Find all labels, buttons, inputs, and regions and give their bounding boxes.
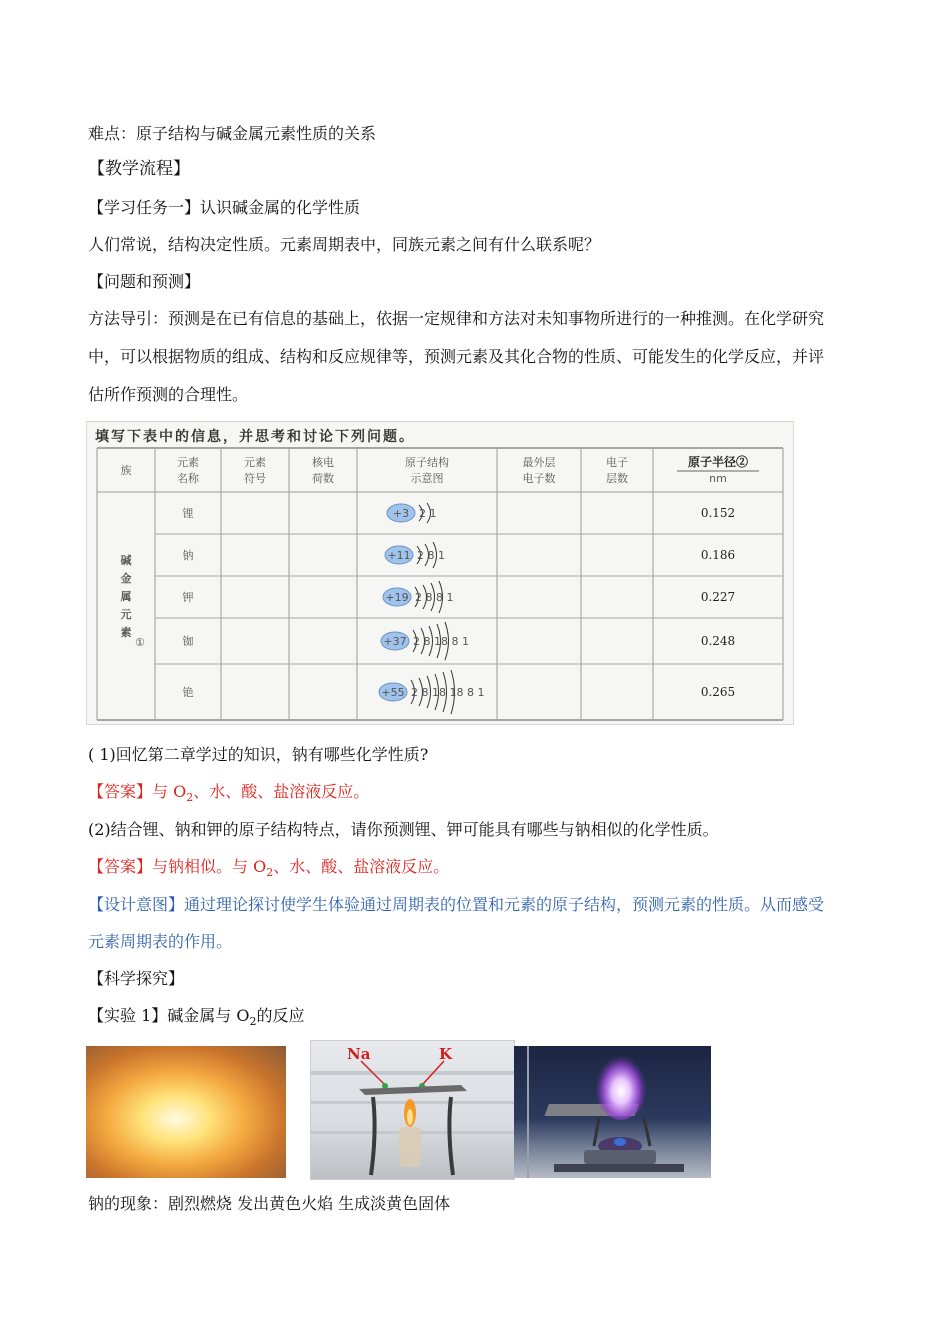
group-label-char: 元	[120, 608, 132, 621]
table-header-cell: 核电	[312, 456, 334, 469]
table-header-cell: 符号	[244, 472, 266, 485]
label-na: Na	[347, 1045, 371, 1063]
shell-electrons: 2 1	[419, 507, 437, 520]
answer-1-post: 、水、酸、盐溶液反应。	[193, 782, 370, 801]
table-header-cell: 最外层	[522, 456, 556, 469]
atomic-radius: 0.227	[700, 590, 736, 604]
group-label-char: 属	[120, 590, 132, 603]
table-header-cell: 原子结构	[405, 456, 449, 469]
atomic-radius: 0.152	[700, 506, 736, 520]
answer-2-pre: 与钠相似。与 O	[152, 857, 267, 876]
table-caption: 填写下表中的信息，并思考和讨论下列问题。	[95, 429, 415, 445]
nucleus-charge: +11	[387, 549, 411, 562]
element-name: 钾	[182, 591, 194, 604]
shell-electrons: 2 8 8 1	[415, 591, 454, 604]
nucleus-charge: +55	[381, 686, 405, 699]
answer-2-sub: 2	[266, 866, 274, 879]
group-label-char: 金	[120, 572, 132, 585]
method-line-3: 估所作预测的合理性。	[88, 385, 249, 404]
nucleus-charge: +19	[385, 591, 409, 604]
task1-heading: 【学习任务一】认识碱金属的化学性质	[88, 198, 361, 217]
atomic-radius: 0.248	[700, 634, 736, 648]
table-header-cell: 电子数	[522, 472, 556, 485]
sodium-burning-photo	[86, 1046, 286, 1178]
table-header-cell: 电子	[606, 456, 628, 469]
group-label-char: 碱	[120, 554, 132, 567]
answer-2-tag: 【答案】	[88, 857, 153, 876]
alkali-metal-table	[86, 421, 794, 725]
atomic-radius: 0.186	[700, 548, 736, 562]
table-header-cell: 元素	[244, 456, 266, 469]
shell-electrons: 2 8 18 18 8 1	[411, 686, 485, 699]
experiment-1-heading	[88, 1006, 305, 1026]
exp1-pre: 【实验 1】碱金属与 O	[88, 1006, 250, 1025]
science-heading: 【科学探究】	[88, 969, 185, 988]
group-label-sup: ①	[135, 636, 145, 649]
question-predict-heading: 【问题和预测】	[88, 272, 201, 291]
table-header-cell: 族	[120, 464, 132, 477]
potassium-burning-photo	[514, 1046, 711, 1178]
table-header-cell: 示意图	[410, 472, 444, 485]
table-header-cell: nm	[709, 472, 727, 485]
table-header-cell: 名称	[177, 472, 199, 485]
table-header-cell: 荷数	[312, 472, 334, 485]
exp1-post: 的反应	[256, 1006, 305, 1025]
group-label-char: 素	[120, 626, 132, 639]
method-line-2: 中，可以根据物质的组成、结构和反应规律等，预测元素及其化合物的性质、可能发生的化学反应，并评	[88, 347, 825, 366]
answer-1	[88, 782, 369, 802]
sodium-phenomenon: 钠的现象：剧烈燃烧 发出黄色火焰 生成淡黄色固体	[88, 1194, 451, 1213]
design-intent-line-2: 元素周期表的作用。	[88, 932, 233, 951]
difficulty-line: 难点：原子结构与碱金属元素性质的关系	[88, 124, 377, 143]
table-header-cell: 层数	[606, 472, 628, 485]
element-name: 铷	[182, 635, 194, 648]
intro-line: 人们常说，结构决定性质。元素周期表中，同族元素之间有什么联系呢？	[88, 235, 601, 254]
answer-1-tag: 【答案】	[88, 782, 153, 801]
shell-electrons: 2 8 18 8 1	[413, 635, 469, 648]
element-name: 钠	[182, 549, 194, 562]
method-line-1: 方法导引：预测是在已有信息的基础上，依据一定规律和方法对未知事物所进行的一种推测。在化学研究	[88, 309, 825, 328]
table-header-cell: 元素	[177, 456, 199, 469]
element-name: 铯	[182, 686, 194, 699]
shell-electrons: 2 8 1	[417, 549, 445, 562]
atomic-radius: 0.265	[700, 685, 736, 699]
question-1: ( 1)回忆第二章学过的知识，钠有哪些化学性质?	[88, 745, 429, 764]
exp1-sub: 2	[249, 1015, 257, 1028]
answer-1-sub: 2	[186, 791, 194, 804]
nucleus-charge: +3	[392, 507, 410, 520]
nucleus-charge: +37	[383, 635, 407, 648]
design-intent-line-1: 【设计意图】通过理论探讨使学生体验通过周期表的位置和元素的原子结构，预测元素的性质。从而感受	[88, 895, 825, 914]
na-k-burner-photo	[310, 1040, 515, 1180]
teaching-flow-heading: 【教学流程】	[88, 159, 190, 179]
answer-2	[88, 857, 449, 877]
label-k: K	[439, 1045, 453, 1063]
element-name: 锂	[182, 507, 194, 520]
question-2: (2)结合锂、钠和钾的原子结构特点，请你预测锂、钾可能具有哪些与钠相似的化学性质。	[88, 820, 719, 839]
table-header-cell: 原子半径②	[687, 455, 749, 469]
table-grid	[87, 422, 793, 724]
answer-1-pre: 与 O	[152, 782, 187, 801]
answer-2-post: 、水、酸、盐溶液反应。	[273, 857, 450, 876]
